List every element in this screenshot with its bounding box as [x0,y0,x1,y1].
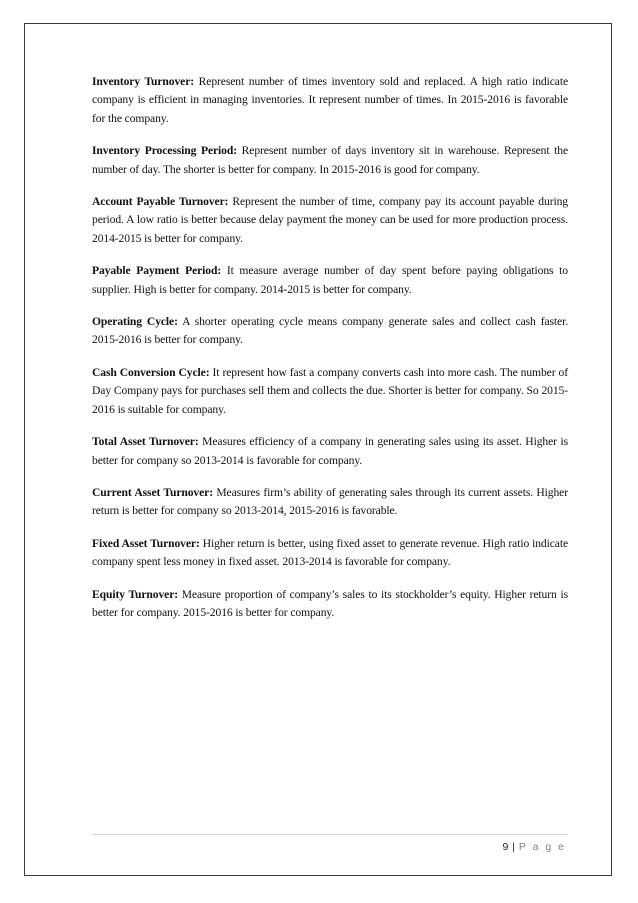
paragraph-text: Measures firm’s ability of generating sales through its current assets. Higher return is better for company so 2013-2014, 2015-2016 is favorable. [92,485,568,518]
page-label: P a g e [518,841,566,853]
paragraph-equity-turnover [92,586,568,623]
paragraph-total-asset-turnover [92,433,568,470]
term-label: Operating Cycle: [92,315,178,329]
term-label: Inventory Turnover: [92,75,195,88]
term-label: Account Payable Turnover: [92,195,229,209]
page-footer [503,841,567,853]
paragraph-text: A shorter operating cycle means company generate sales and collect cash faster. 2015-2016 is better for company. [92,315,568,347]
paragraph-fixed-asset-turnover [92,535,568,572]
paragraph-inventory-processing-period [92,142,568,179]
paragraph-text: Represent number of days inventory sit in warehouse. Represent the number of day. The shorter is better for company. In 2015-2016 is good for company. [92,144,568,176]
term-label: Cash Conversion Cycle: [92,365,210,379]
paragraph-text: Higher return is better, using fixed asset to generate revenue. High ratio indicate company spent less money in fixed asset. 2013-2014 is favorable for company. [92,536,568,569]
term-label: Inventory Processing Period: [92,144,237,158]
paragraph-account-payable-turnover [92,193,568,248]
footer-divider [92,834,568,835]
paragraph-text: It represent how fast a company converts cash into more cash. The number of Day Company pays for purchases sell them and collects the due. Shorter is better for company. So 2015-2016 is suitable for company. [92,365,568,416]
footer-separator: | [508,841,519,853]
document-body [92,73,568,636]
term-label: Payable Payment Period: [92,264,222,278]
paragraph-payable-payment-period [92,262,568,299]
term-label: Equity Turnover: [92,587,178,601]
paragraph-cash-conversion-cycle [92,364,568,419]
term-label: Total Asset Turnover: [92,435,199,449]
paragraph-text: Measure proportion of company’s sales to its stockholder’s equity. Higher return is better for company. 2015-2016 is better for company. [92,587,568,619]
paragraph-text: It measure average number of day spent before paying obligations to supplier. High is better for company. 2014-2015 is better for company. [92,264,568,296]
term-label: Fixed Asset Turnover: [92,536,200,550]
paragraph-text: Represent the number of time, company pay its account payable during period. A low ratio is better because delay payment the money can be used for more production process. 2014-2015 is better for company. [92,195,568,245]
paragraph-text: Measures efficiency of a company in generating sales using its asset. Higher is better for company so 2013-2014 is favorable for company. [92,435,568,467]
page-number: 9 [502,841,509,853]
paragraph-text: Represent number of times inventory sold and replaced. A high ratio indicate company is efficient in managing inventories. It represent number of times. In 2015-2016 is favorable for the company. [92,75,568,125]
paragraph-current-asset-turnover [92,484,568,521]
paragraph-operating-cycle [92,313,568,350]
term-label: Current Asset Turnover: [92,485,213,499]
paragraph-inventory-turnover [92,73,568,128]
